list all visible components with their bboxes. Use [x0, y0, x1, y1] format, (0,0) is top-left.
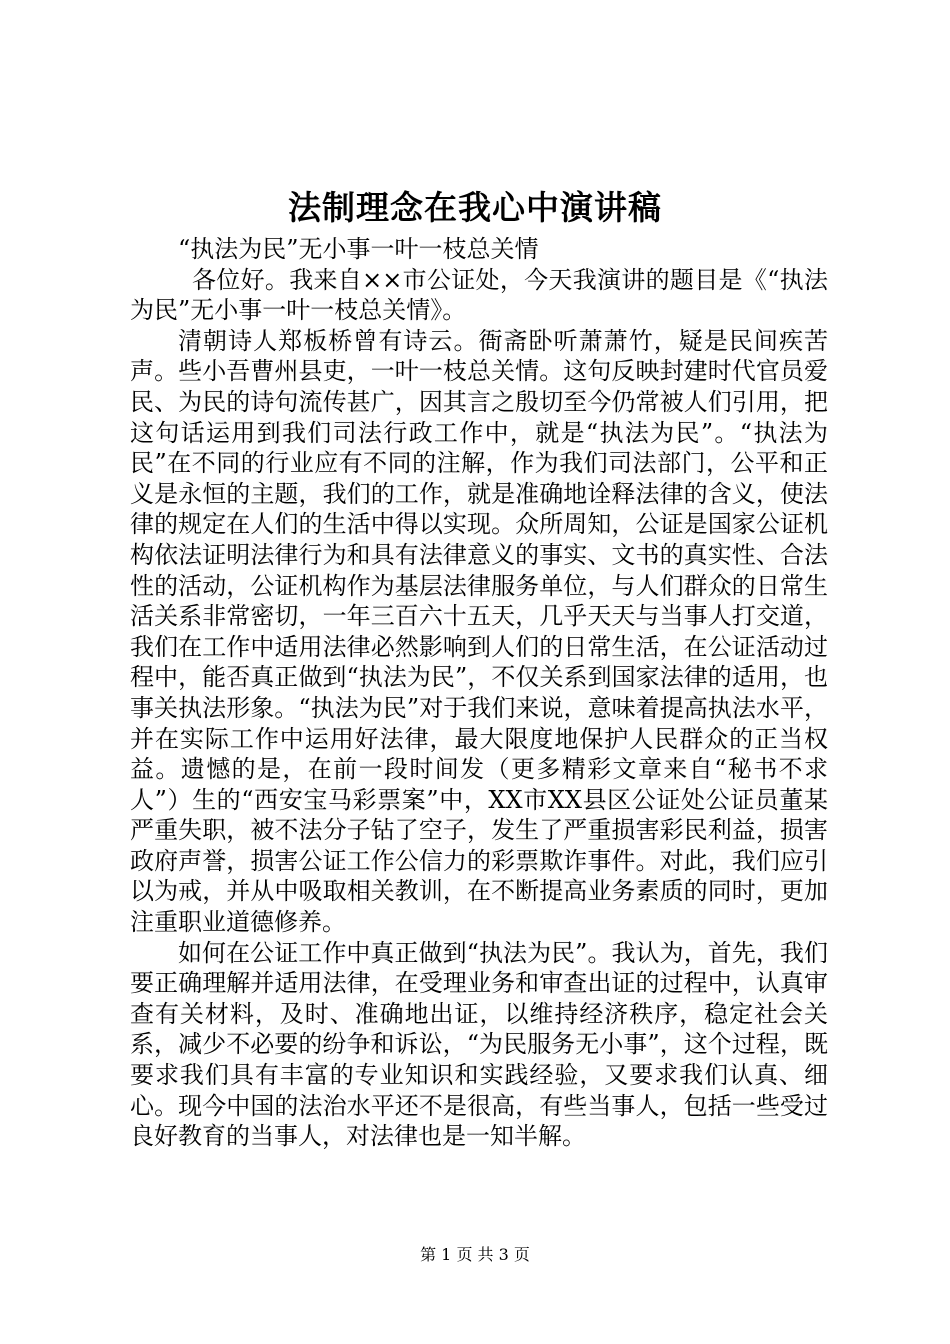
document-body [130, 234, 828, 1152]
greeting-paragraph: 各位好。我来自××市公证处，今天我演讲的题目是《“执法为民”无小事一叶一枝总关情》。 [130, 265, 828, 325]
body-paragraph: 如何在公证工作中真正做到“执法为民”。我认为，首先，我们要正确理解并适用法律，在受理业务和审查出证的过程中，认真审查有关材料，及时、准确地出证，以维持经济秩序，稳定社会关系，减少不必要的纷争和诉讼，“为民服务无小事”，这个过程，既要求我们具有丰富的专业知识和实践经验，又要求我们认真、细心。现今中国的法治水平还不是很高，有些当事人，包括一些受过良好教育的当事人，对法律也是一知半解。 [130, 938, 828, 1151]
page-number-footer: 第 1 页 共 3 页 [420, 1245, 530, 1264]
document-title: 法制理念在我心中演讲稿 [288, 188, 662, 227]
body-paragraph: 清朝诗人郑板桥曾有诗云。衙斋卧听萧萧竹，疑是民间疾苦声。些小吾曹州县吏，一叶一枝总关情。这句反映封建时代官员爱民、为民的诗句流传甚广，因其言之殷切至今仍常被人们引用，把这句话运用到我们司法行政工作中，就是“执法为民”。“执法为民”在不同的行业应有不同的注解，作为我们司法部门，公平和正义是永恒的主题，我们的工作，就是准确地诠释法律的含义，使法律的规定在人们的生活中得以实现。众所周知，公证是国家公证机构依法证明法律行为和具有法律意义的事实、文书的真实性、合法性的活动，公证机构作为基层法律服务单位，与人们群众的日常生活关系非常密切，一年三百六十五天，几乎天天与当事人打交道，我们在工作中适用法律必然影响到人们的日常生活，在公证活动过程中，能否真正做到“执法为民”，不仅关系到国家法律的适用，也事关执法形象。“执法为民”对于我们来说，意味着提高执法水平，并在实际工作中运用好法律，最大限度地保护人民群众的正当权益。遗憾的是，在前一段时间发（更多精彩文章来自“秘书不求人”）生的“西安宝马彩票案”中，XX市XX县区公证处公证员董某严重失职，被不法分子钻了空子，发生了严重损害彩民利益，损害政府声誉，损害公证工作公信力的彩票欺诈事件。对此，我们应引以为戒，并从中吸取相关教训，在不断提高业务素质的同时，更加注重职业道德修养。 [130, 326, 828, 937]
subtitle-paragraph: “执法为民”无小事一叶一枝总关情 [178, 235, 539, 263]
